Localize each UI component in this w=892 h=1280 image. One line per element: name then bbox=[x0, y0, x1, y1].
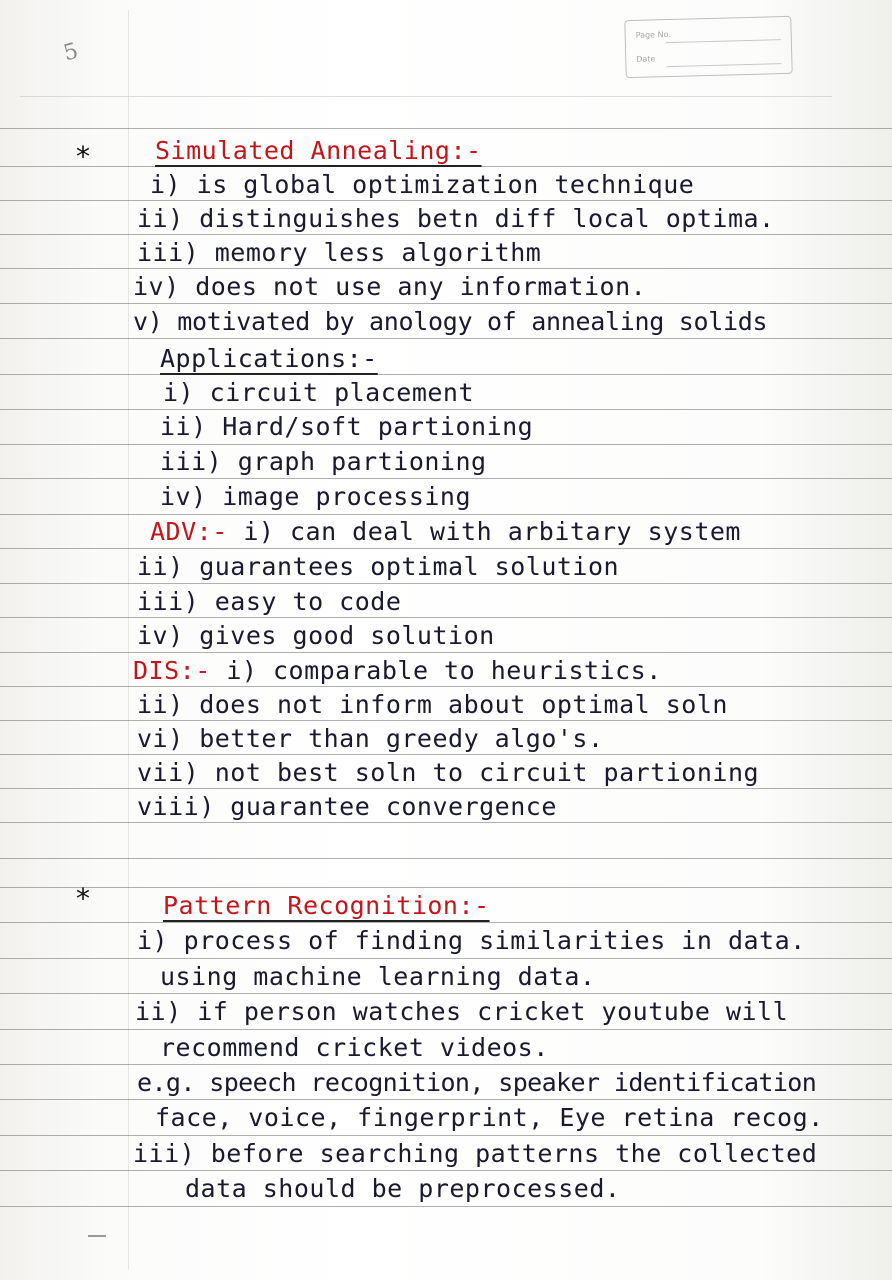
ruled-line bbox=[0, 478, 892, 479]
header-rule bbox=[20, 96, 832, 97]
ruled-line bbox=[0, 1064, 892, 1065]
adv-line: ii) guarantees optimal solution bbox=[137, 552, 620, 581]
dis-label: DIS:- bbox=[133, 656, 211, 685]
adv-label: ADV:- bbox=[150, 517, 228, 546]
dis-line: vi) better than greedy algo's. bbox=[137, 724, 604, 753]
dis-text: i) comparable to heuristics. bbox=[226, 656, 662, 685]
ruled-line bbox=[0, 1135, 892, 1136]
ruled-line bbox=[0, 858, 892, 859]
bottom-mark bbox=[88, 1235, 106, 1237]
ruled-line bbox=[0, 1099, 892, 1100]
ruled-line bbox=[0, 887, 892, 888]
ruled-line bbox=[0, 234, 892, 235]
application-line: iii) graph partioning bbox=[160, 447, 487, 476]
margin-line bbox=[128, 10, 129, 1270]
body-line: using machine learning data. bbox=[160, 962, 596, 991]
adv-line: iii) easy to code bbox=[137, 587, 402, 616]
body-line: ii) if person watches cricket youtube will bbox=[135, 997, 789, 1026]
dis-line: vii) not best soln to circuit partioning bbox=[137, 758, 760, 787]
bullet-star-icon: * bbox=[76, 882, 90, 915]
page-no-line bbox=[666, 39, 781, 43]
application-line: ii) Hard/soft partioning bbox=[160, 412, 534, 441]
ruled-line bbox=[0, 922, 892, 923]
ruled-line bbox=[0, 1029, 892, 1030]
page-no-label: Page No. bbox=[635, 29, 671, 40]
ruled-line bbox=[0, 338, 892, 339]
dis-line: ii) does not inform about optimal soln bbox=[137, 690, 728, 719]
ruled-line bbox=[0, 754, 892, 755]
ruled-line bbox=[0, 514, 892, 515]
bullet-star-icon: * bbox=[76, 140, 90, 173]
ruled-line bbox=[0, 303, 892, 304]
body-line: face, voice, fingerprint, Eye retina recog. bbox=[155, 1103, 824, 1132]
adv-line bbox=[150, 517, 741, 547]
ruled-line bbox=[0, 200, 892, 201]
point-line: iv) does not use any information. bbox=[133, 272, 647, 301]
section-heading: Pattern Recognition:- bbox=[163, 891, 490, 920]
ruled-line bbox=[0, 993, 892, 994]
ruled-line bbox=[0, 958, 892, 959]
section-heading: Simulated Annealing:- bbox=[155, 136, 482, 165]
date-line bbox=[666, 63, 781, 67]
ruled-line bbox=[0, 166, 892, 167]
date-box bbox=[624, 16, 792, 78]
adv-text: i) can deal with arbitary system bbox=[243, 517, 741, 546]
ruled-line bbox=[0, 1170, 892, 1171]
ruled-line bbox=[0, 268, 892, 269]
ruled-line bbox=[0, 652, 892, 653]
dis-line: viii) guarantee convergence bbox=[137, 792, 557, 821]
ruled-line bbox=[0, 548, 892, 549]
ruled-line bbox=[0, 822, 892, 823]
dis-line bbox=[133, 656, 662, 686]
body-line: iii) before searching patterns the collected bbox=[133, 1139, 818, 1168]
application-line: i) circuit placement bbox=[163, 378, 475, 407]
point-line: iii) memory less algorithm bbox=[137, 238, 542, 267]
date-label: Date bbox=[636, 54, 656, 64]
body-line: i) process of finding similarities in data. bbox=[137, 926, 806, 955]
point-line: v) motivated by anology of annealing solids bbox=[133, 307, 768, 336]
ruled-line bbox=[0, 583, 892, 584]
body-line: e.g. speech recognition, speaker identification bbox=[137, 1068, 817, 1097]
ruled-line bbox=[0, 686, 892, 687]
applications-heading: Applications:- bbox=[160, 344, 378, 373]
point-line: ii) distinguishes betn diff local optima. bbox=[137, 204, 775, 233]
body-line: data should be preprocessed. bbox=[185, 1174, 621, 1203]
ruled-line bbox=[0, 128, 892, 129]
adv-line: iv) gives good solution bbox=[137, 621, 495, 650]
ruled-line bbox=[0, 409, 892, 410]
body-line: recommend cricket videos. bbox=[160, 1033, 549, 1062]
point-line: i) is global optimization technique bbox=[150, 170, 695, 199]
ruled-line bbox=[0, 1206, 892, 1207]
ruled-line bbox=[0, 444, 892, 445]
ruled-line bbox=[0, 788, 892, 789]
ruled-line bbox=[0, 374, 892, 375]
ruled-line bbox=[0, 617, 892, 618]
ruled-line bbox=[0, 720, 892, 721]
application-line: iv) image processing bbox=[160, 482, 472, 511]
page-mark: 5 bbox=[61, 38, 81, 67]
